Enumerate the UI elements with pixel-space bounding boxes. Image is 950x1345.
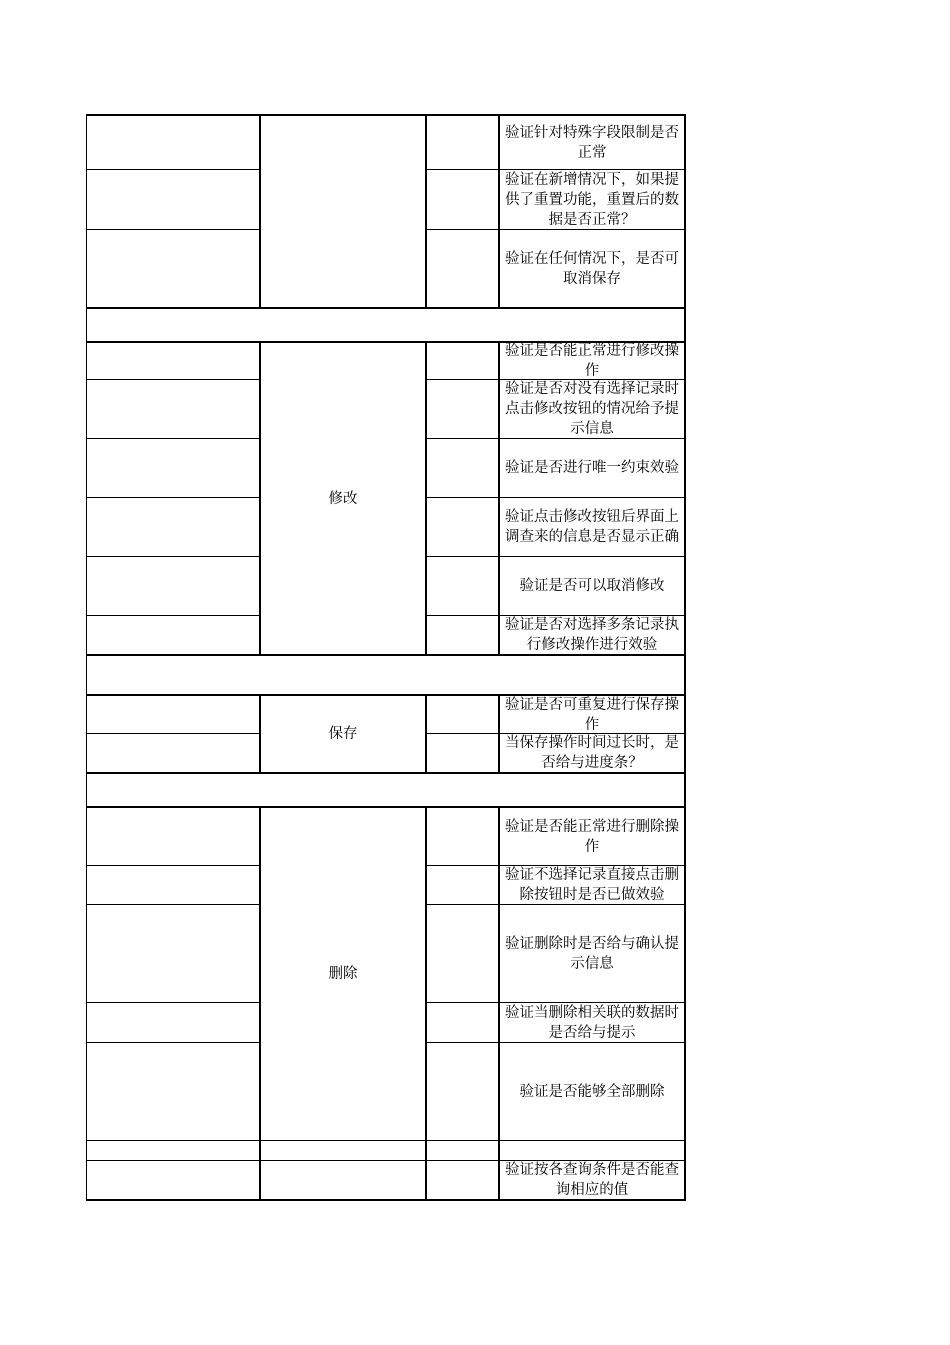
grid-line [86, 307, 686, 309]
grid-line [86, 497, 260, 498]
check-cell: 验证是否能够全部删除 [519, 1083, 665, 1100]
check-cell: 验证是否对没有选择记录时点击修改按钮的情况给予提示信息 [505, 381, 679, 437]
grid-line [86, 615, 260, 616]
grid-line [86, 438, 260, 439]
grid-line [425, 694, 427, 774]
check-cell: 验证是否可以取消修改 [519, 578, 665, 594]
grid-line [684, 694, 686, 774]
check-cell: 验证是否能正常进行修改操作 [505, 343, 679, 379]
grid-line [86, 733, 260, 734]
grid-line [86, 904, 260, 905]
grid-line [425, 341, 427, 656]
grid-line [86, 229, 260, 230]
grid-line [86, 1042, 260, 1043]
grid-line [259, 114, 261, 309]
grid-line [684, 341, 686, 656]
grid-line [684, 806, 686, 1201]
grid-line [86, 1002, 260, 1003]
group-label-delete: 删除 [328, 966, 358, 982]
grid-line [425, 114, 427, 309]
grid-line [86, 694, 87, 774]
check-cell: 验证是否进行唯一约束效验 [505, 460, 679, 476]
check-cell: 验证当删除相关联的数据时是否给与提示 [505, 1004, 679, 1041]
grid-line [86, 654, 686, 656]
group-label-save: 保存 [328, 726, 358, 742]
grid-line [86, 114, 87, 309]
check-cell: 验证按各查询条件是否能查询相应的值 [505, 1162, 679, 1198]
grid-line [86, 1199, 686, 1201]
grid-line [86, 865, 260, 866]
grid-line [86, 654, 87, 696]
grid-line [684, 654, 686, 696]
check-cell: 验证删除时是否给与确认提示信息 [505, 935, 679, 972]
grid-line [86, 1140, 686, 1141]
check-cell: 验证是否对选择多条记录执行修改操作进行效验 [505, 617, 679, 653]
grid-line [86, 806, 87, 1201]
check-cell: 验证点击修改按钮后界面上调查来的信息是否显示正确 [505, 509, 679, 545]
grid-line [86, 341, 87, 656]
group-label-modify: 修改 [328, 490, 358, 507]
check-cell: 验证在任何情况下，是否可取消保存 [505, 250, 679, 287]
grid-line [86, 169, 260, 170]
check-cell: 当保存操作时间过长时，是否给与进度条？ [505, 735, 679, 771]
grid-line [684, 307, 686, 343]
check-cell: 验证在新增情况下，如果提供了重置功能，重置后的数据是否正常？ [505, 171, 679, 228]
grid-line [684, 114, 686, 309]
grid-line [86, 379, 260, 380]
grid-line [86, 556, 260, 557]
check-cell: 验证不选择记录直接点击删除按钮时是否已做效验 [505, 867, 679, 903]
grid-line [425, 806, 427, 1201]
grid-line [86, 772, 686, 774]
check-cell: 验证针对特殊字段限制是否正常 [505, 124, 679, 161]
check-cell: 验证是否可重复进行保存操作 [505, 696, 679, 733]
grid-line [86, 772, 87, 808]
grid-line [684, 772, 686, 808]
check-cell: 验证是否能正常进行删除操作 [505, 818, 679, 855]
grid-line [86, 307, 87, 343]
